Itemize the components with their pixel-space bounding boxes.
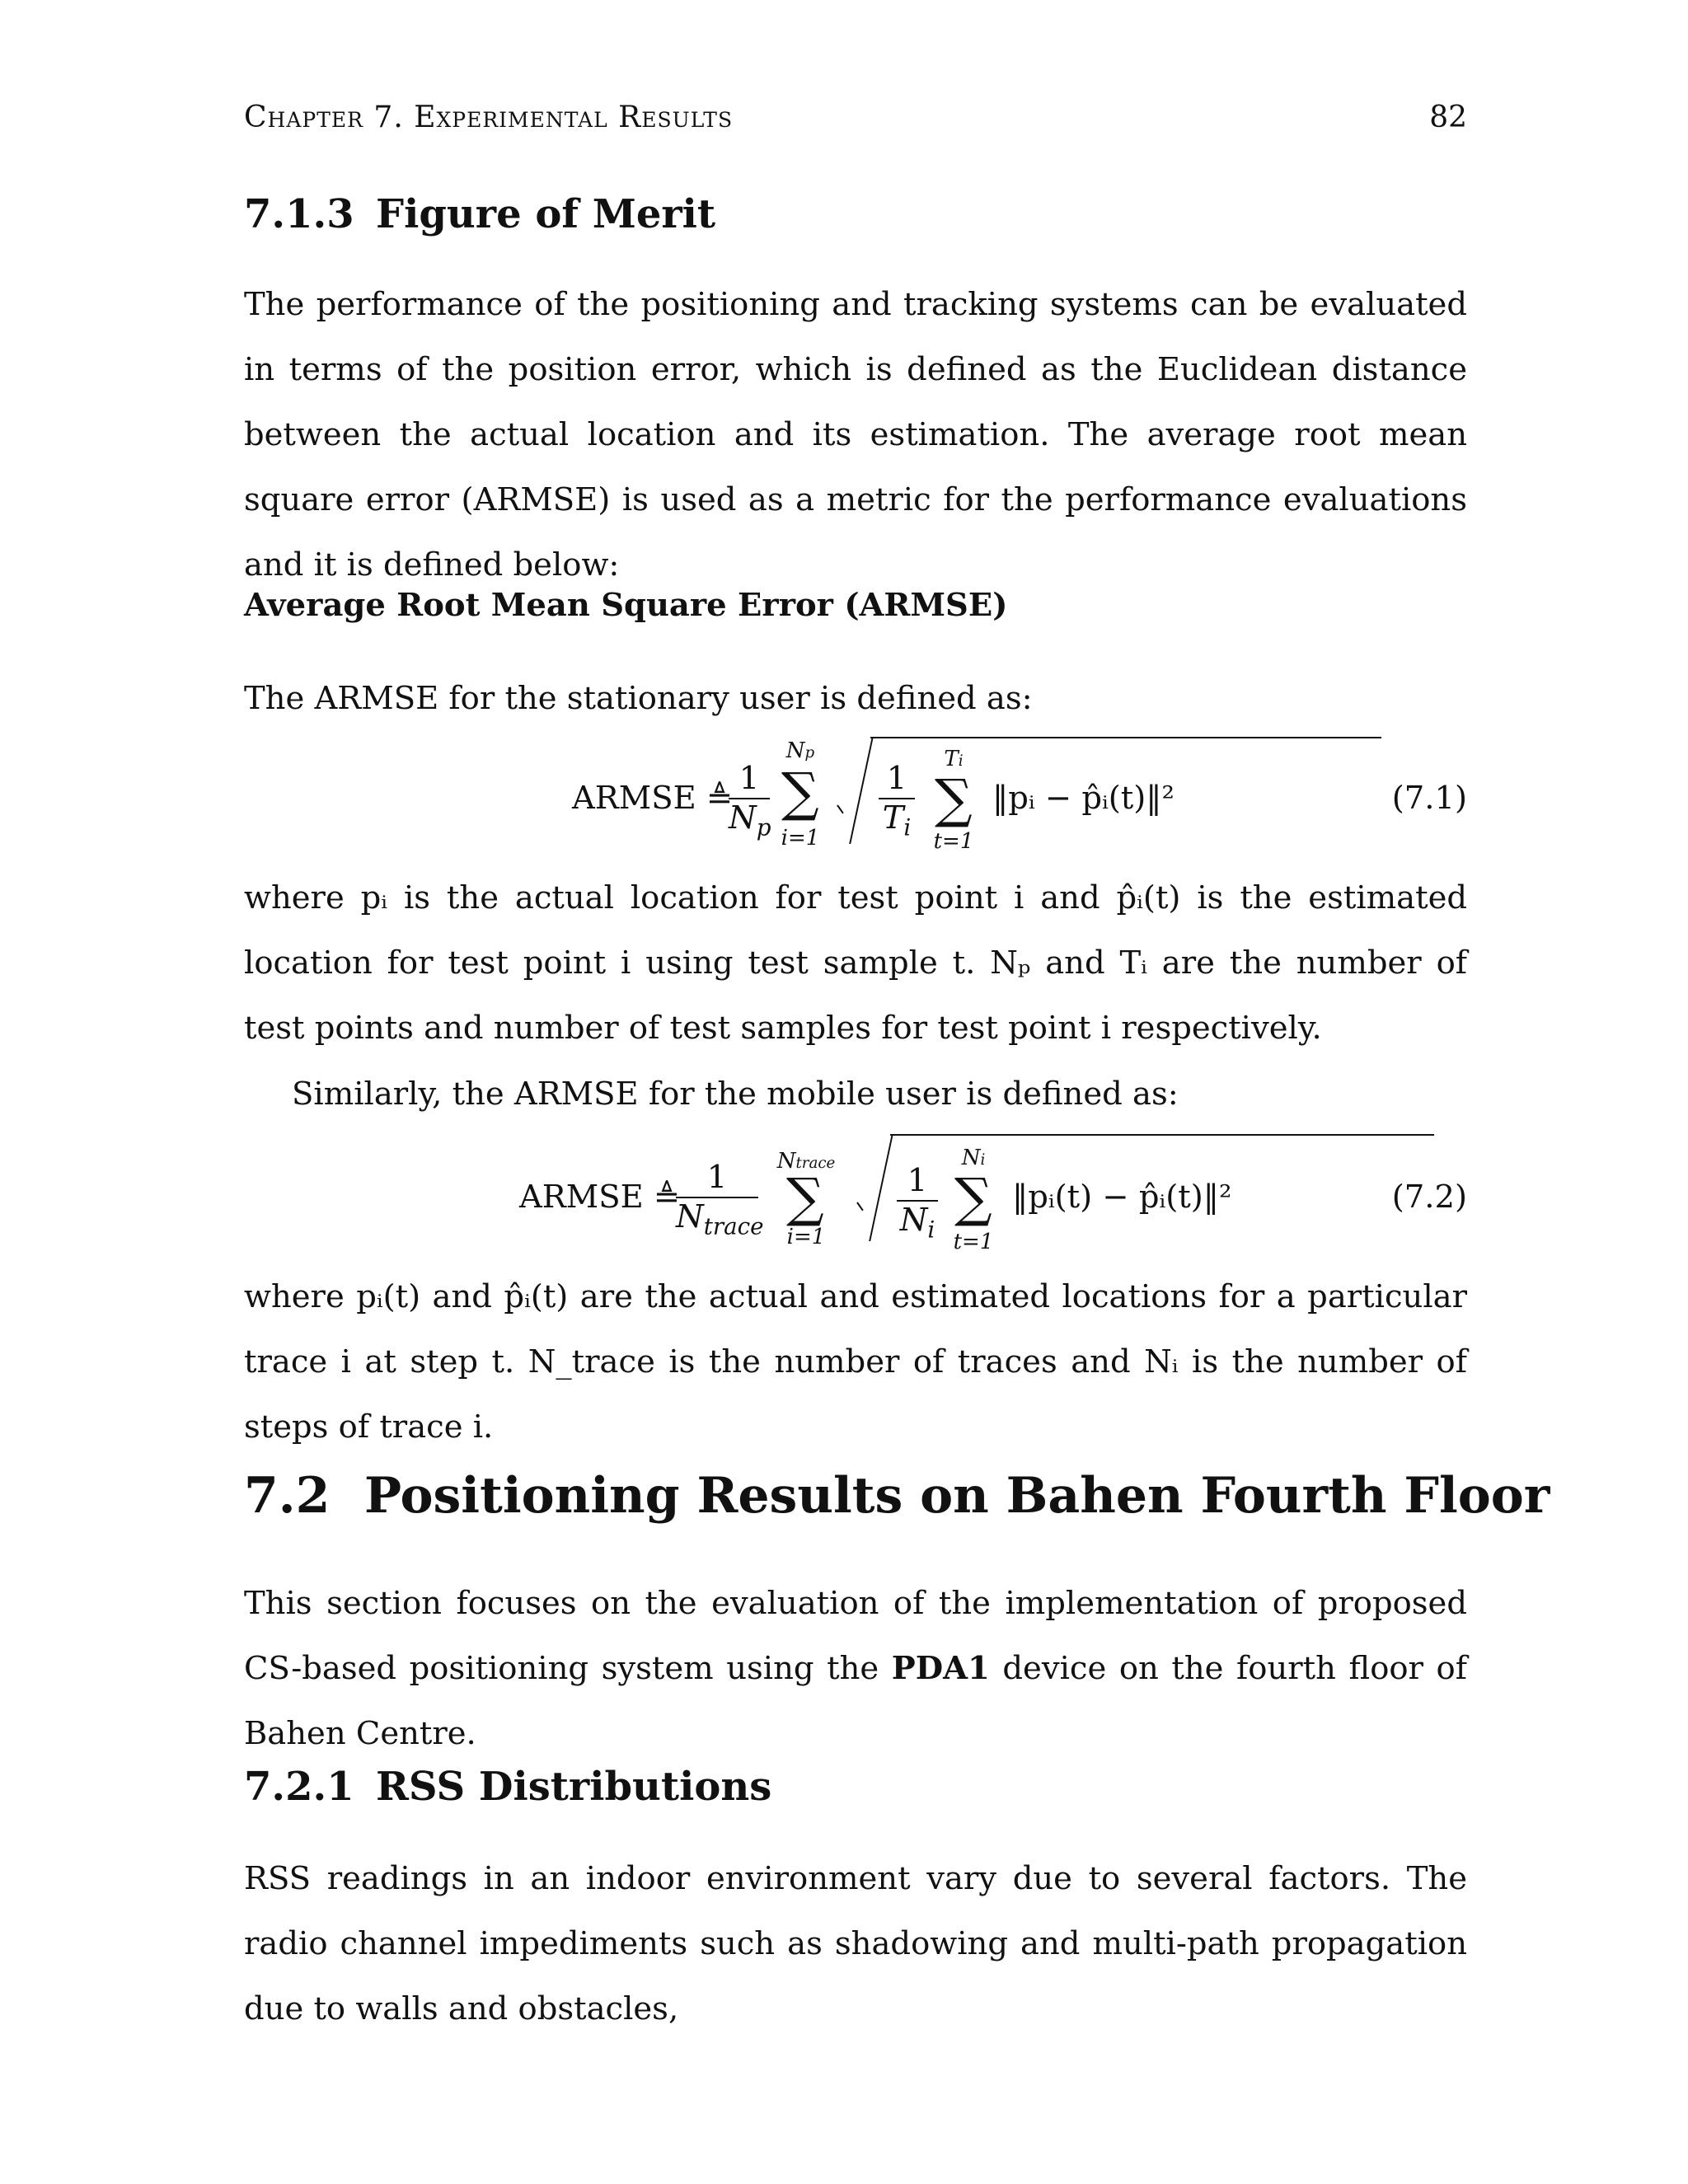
eq1-frac-1-over-np: $\frac{1}{N_p}$ [729, 760, 770, 846]
eq1-sum-lower: i=1 [781, 826, 820, 851]
eq1-sum-symbol: ∑ [781, 762, 819, 823]
mobile-intro: Similarly, the ARMSE for the mobile user is defined as: [292, 1076, 1179, 1113]
eq1-frac-1-over-ti: $\frac{1}{T_i}$ [879, 760, 915, 846]
eq1-number: (7.1) [1391, 780, 1467, 817]
eq1-lhs: ARMSE ≜ [572, 780, 734, 817]
armse-heading: Average Root Mean Square Error (ARMSE) [244, 587, 1008, 624]
page-header [244, 101, 1467, 147]
eq1-sqrt-tick [837, 804, 844, 813]
section-7-2-paragraph: This section focuses on the evaluation of the implementation of proposed CS-based positioning system using the PDA1 device on the fourth floor of Bahen Centre. [244, 1585, 1467, 1752]
subsection-heading-7-1-3: 7.1.3 Figure of Merit [244, 191, 716, 237]
eq2-sqrt-tick [856, 1202, 864, 1211]
figure-of-merit-paragraph: The performance of the positioning and tracking systems can be evaluated in terms of the position error, which is defined as the Euclidean distance between the actual location and its estimation. The average root mean square error (ARMSE) is used as a metric for the performance evaluations and it is defined below: [244, 286, 1467, 583]
eq1-sqrt-stem [849, 737, 874, 844]
equation-7-2 [244, 1132, 1467, 1272]
rss-distributions-paragraph: RSS readings in an indoor environment vary due to several factors. The radio channel impediments such as shadowing and multi-path propagation due to walls and obstacles, [244, 1860, 1467, 2027]
eq2-inner-sum-lower: t=1 [953, 1230, 994, 1254]
eq1-explanation: where pᵢ is the actual location for test point i and p̂ᵢ(t) is the estimated location for test point i using test sample t. Nₚ and Tᵢ are the number of test points and number of test samples for test point i respectively. [244, 879, 1467, 1047]
section-heading-7-2: 7.2 Positioning Results on Bahen Fourth Floor [244, 1467, 1550, 1525]
eq1-inner-sum-lower: t=1 [933, 829, 974, 854]
eq1-sum-upper: Np [785, 738, 815, 763]
subsection-heading-7-2-1: 7.2.1 RSS Distributions [244, 1764, 772, 1810]
eq2-inner-sum-upper: Ni [961, 1146, 986, 1170]
eq2-sum-lower: i=1 [786, 1225, 826, 1249]
eq2-frac-1-over-ni: $\frac{1}{N_i}$ [897, 1162, 938, 1249]
eq2-frac-1-over-ntrace: 1 $N_{trace}$ [676, 1159, 758, 1245]
eq2-sqrt-bar [890, 1134, 1434, 1136]
eq2-inner-sum-symbol: ∑ [954, 1168, 992, 1229]
page-number: 82 [1429, 101, 1467, 134]
eq2-sqrt-stem [869, 1134, 893, 1241]
eq2-sum-upper: Ntrace [776, 1149, 836, 1174]
device-name: PDA1 [891, 1650, 990, 1687]
eq1-norm: ‖pᵢ − p̂ᵢ(t)‖² [992, 780, 1175, 817]
stationary-intro: The ARMSE for the stationary user is defined as: [244, 680, 1033, 717]
running-head: Chapter 7. Experimental Results [244, 101, 734, 134]
eq2-lhs: ARMSE ≜ [519, 1179, 681, 1216]
eq2-norm: ‖pᵢ(t) − p̂ᵢ(t)‖² [1012, 1179, 1232, 1216]
equation-7-1 [244, 733, 1467, 874]
eq1-sqrt-bar [870, 737, 1381, 738]
eq2-number: (7.2) [1391, 1179, 1467, 1216]
eq2-explanation: where pᵢ(t) and p̂ᵢ(t) are the actual and estimated locations for a particular trace i at step t. N_trace is the number of traces and Nᵢ is the number of steps of trace i. [244, 1278, 1467, 1446]
eq1-inner-sum-upper: Ti [944, 747, 964, 771]
eq1-inner-sum-symbol: ∑ [935, 769, 973, 830]
eq2-sum-symbol: ∑ [786, 1168, 824, 1229]
